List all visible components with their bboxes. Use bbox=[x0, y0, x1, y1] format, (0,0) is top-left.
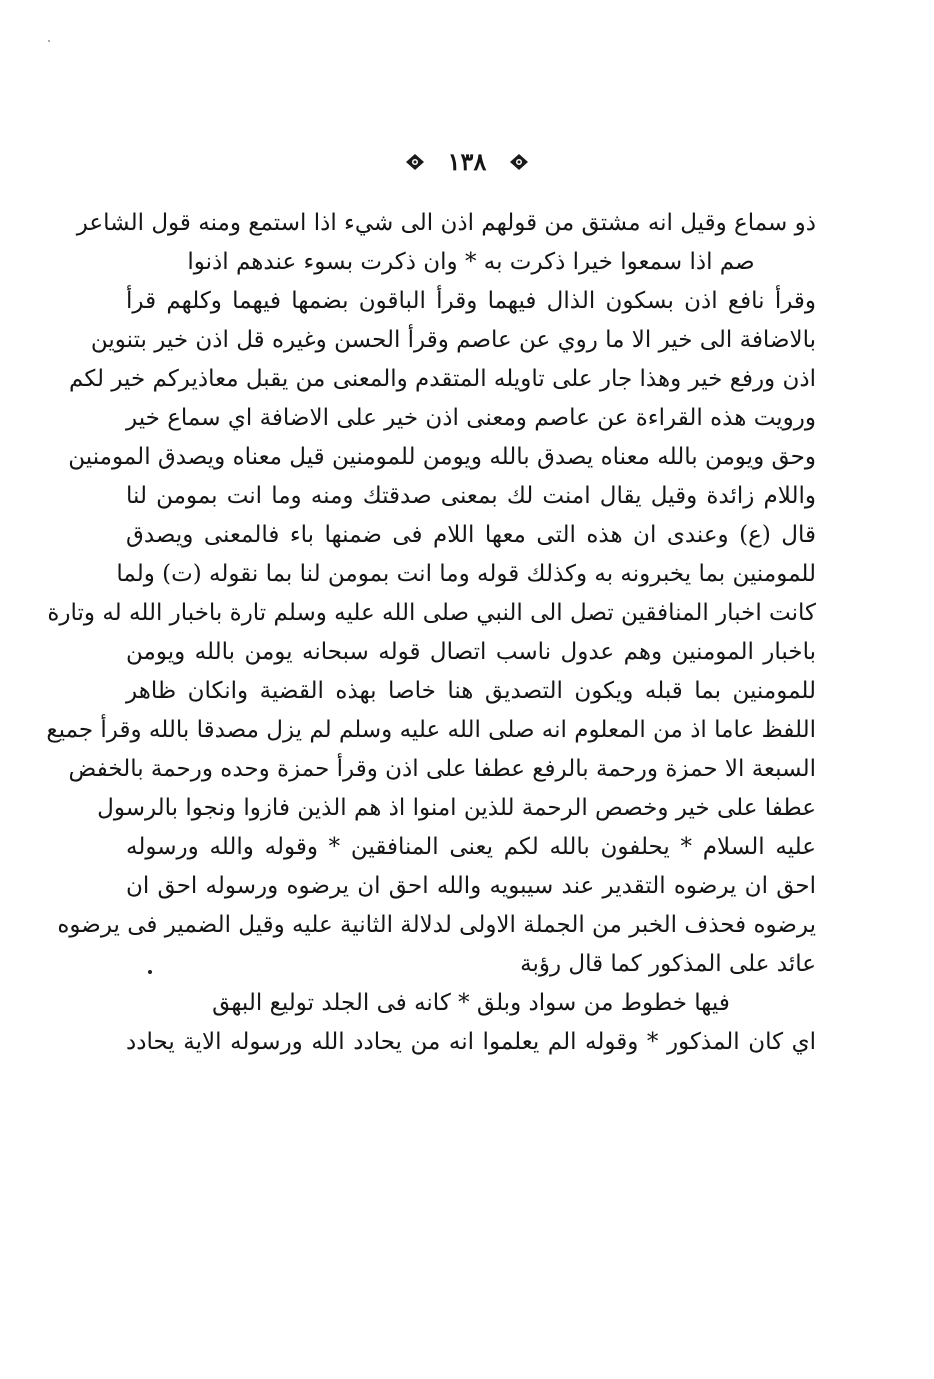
text-line-17: عليه السلام * يحلفون بالله لكم يعنى المنافقين * وقوله والله ورسوله bbox=[126, 834, 816, 860]
ornament-left-icon bbox=[404, 151, 426, 173]
text-line-16: عطفا على خير وخصص الرحمة للذين امنوا اذ هم الذين فازوا ونجوا بالرسول bbox=[97, 795, 816, 821]
text-line-7: وحق ويومن بالله معناه يصدق بالله ويومن للمومنين قيل معناه ويصدق المومنين bbox=[68, 444, 816, 470]
text-line-10: للمومنين بما يخبرونه به وكذلك قوله وما انت بمومن لنا بما نقوله (ت) ولما bbox=[116, 561, 816, 587]
scan-speck bbox=[48, 40, 50, 42]
text-line-8: واللام زائدة وقيل يقال امنت لك بمعنى صدقتك ومنه وما انت بمومن لنا bbox=[126, 483, 816, 509]
text-line-1: ذو سماع وقيل انه مشتق من قولهم اذن الى شيء اذا استمع ومنه قول الشاعر bbox=[76, 210, 816, 236]
verse-line-1: صم اذا سمعوا خيرا ذكرت به * وان ذكرت بسوء عندهم اذنوا bbox=[187, 249, 755, 275]
text-line-13: للمومنين بما قبله ويكون التصديق هنا خاصا بهذه القضية وانكان ظاهر bbox=[126, 678, 816, 704]
margin-dot bbox=[148, 970, 152, 974]
text-line-18: احق ان يرضوه التقدير عند سيبويه والله احق ان يرضوه ورسوله احق ان bbox=[126, 873, 816, 899]
page-header bbox=[0, 140, 934, 182]
text-line-15: السبعة الا حمزة ورحمة بالرفع عطفا على اذن وقرأ حمزة وحده ورحمة بالخفض bbox=[68, 756, 816, 782]
text-line-22: اي كان المذكور * وقوله الم يعلموا انه من يحادد الله ورسوله الاية يحادد bbox=[126, 1029, 816, 1055]
text-line-6: ورويت هذه القراءة عن عاصم ومعنى اذن خير على الاضافة اي سماع خير bbox=[126, 405, 816, 431]
text-line-3: وقرأ نافع اذن بسكون الذال فيهما وقرأ الباقون بضمها فيهما وكلهم قرأ bbox=[126, 288, 816, 314]
text-line-4: بالاضافة الى خير الا ما روي عن عاصم وقرأ الحسن وغيره قل اذن خير بتنوين bbox=[90, 327, 816, 353]
text-line-12: باخبار المومنين وهم عدول ناسب اتصال قوله سبحانه يومن بالله ويومن bbox=[126, 639, 816, 665]
page-number: ١٣٨ bbox=[447, 146, 487, 176]
body-text bbox=[46, 204, 816, 1062]
text-line-5: اذن ورفع خير وهذا جار على تاويله المتقدم والمعنى من يقبل معاذيركم خير لكم bbox=[69, 366, 816, 392]
verse-line-2: فيها خطوط من سواد وبلق * كانه فى الجلد توليع البهق bbox=[212, 990, 730, 1016]
text-line-14: اللفظ عاما اذ من المعلوم انه صلى الله عليه وسلم لم يزل مصدقا بالله وقرأ جميع bbox=[46, 717, 816, 743]
text-line-19: يرضوه فحذف الخبر من الجملة الاولى لدلالة الثانية عليه وقيل الضمير فى يرضوه bbox=[57, 912, 816, 938]
text-line-20: عائد على المذكور كما قال رؤبة bbox=[520, 951, 816, 977]
text-line-11: كانت اخبار المنافقين تصل الى النبي صلى الله عليه وسلم تارة باخبار الله له وتارة bbox=[47, 600, 816, 626]
ornament-right-icon bbox=[508, 151, 530, 173]
text-line-9: قال (ع) وعندى ان هذه التى معها اللام فى ضمنها باء فالمعنى ويصدق bbox=[126, 522, 816, 548]
